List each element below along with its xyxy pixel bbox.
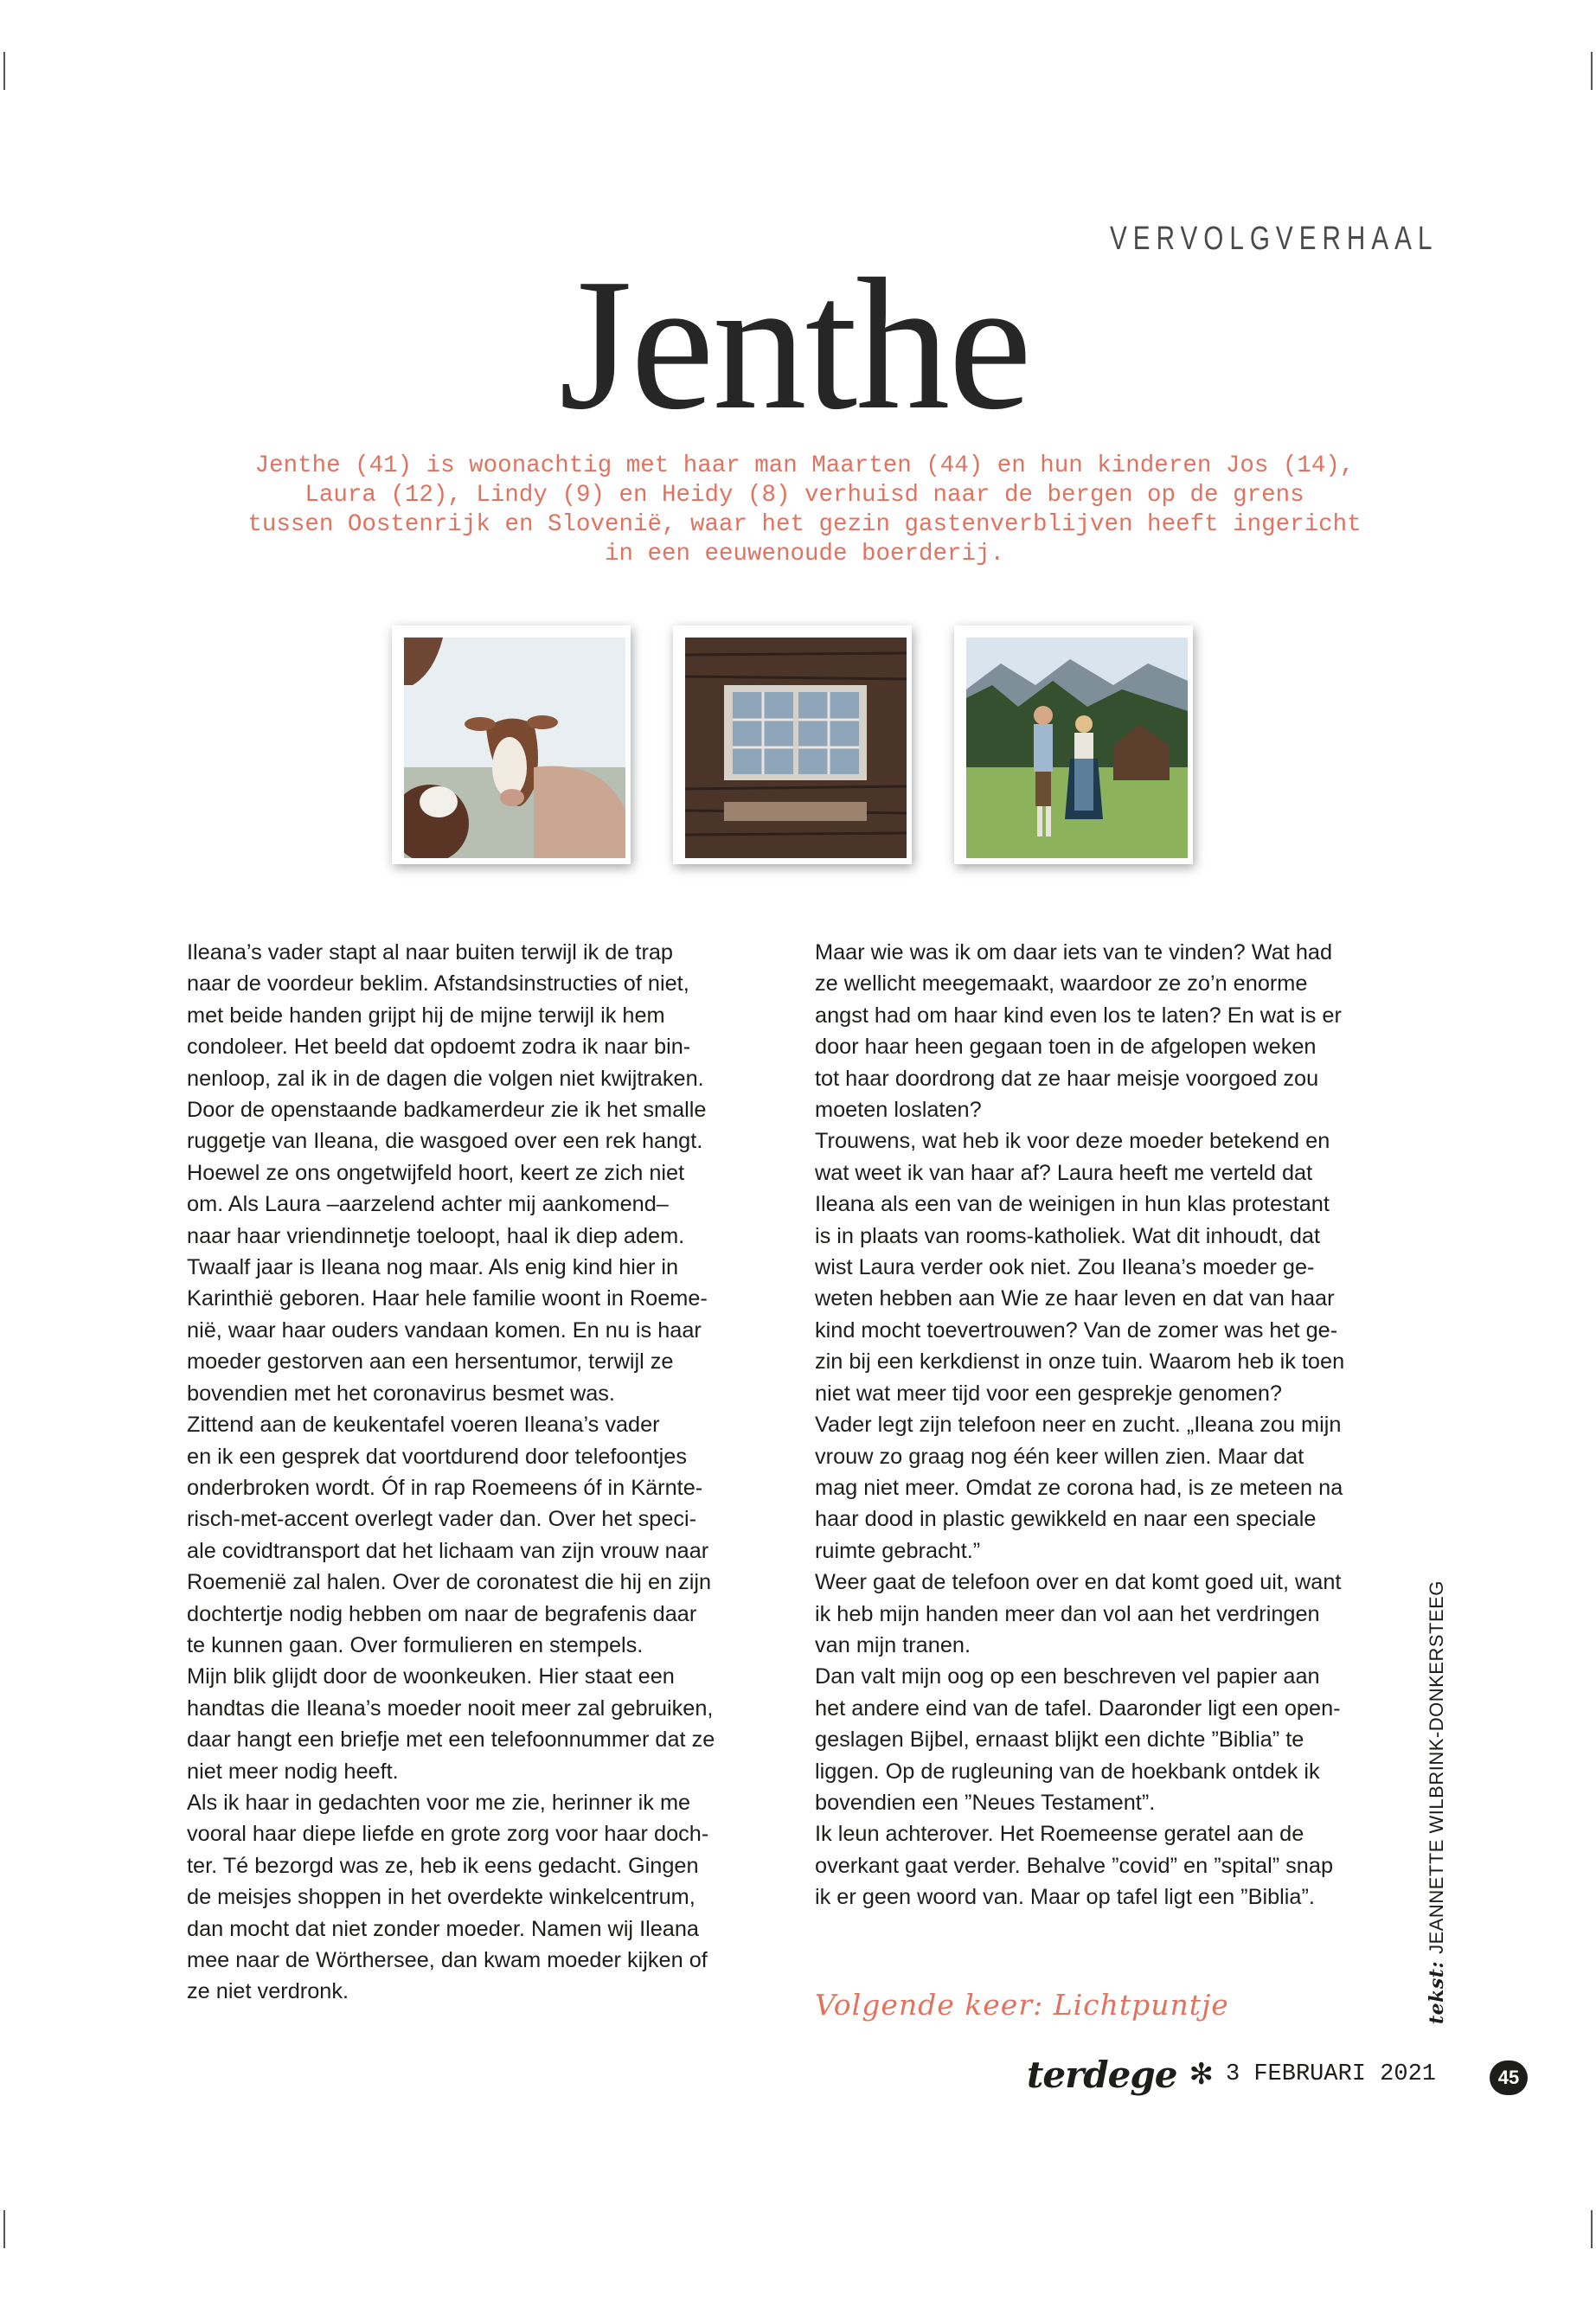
article-line: bovendien een ”Neues Testament”. <box>815 1790 1156 1815</box>
article-line: Mijn blik glijdt door de woonkeuken. Hier staat een <box>187 1664 675 1689</box>
title-text: Jenthe <box>559 240 1030 449</box>
article-line: bovendien met het coronavirus besmet was. <box>187 1381 615 1406</box>
article-line: Twaalf jaar is Ileana nog maar. Als enig kind hier in <box>187 1255 679 1280</box>
article-line: Ileana’s vader stapt al naar buiten terwijl ik de trap <box>187 940 674 965</box>
article-line: nië, waar haar ouders vandaan komen. En nu is haar <box>187 1317 702 1343</box>
article-line: wist Laura verder ook niet. Zou Ileana’s moeder ge- <box>815 1255 1315 1280</box>
article-line: Trouwens, wat heb ik voor deze moeder betekend en <box>815 1129 1330 1154</box>
crop-mark-top-right <box>1591 52 1593 90</box>
article-line: kind mocht toevertrouwen? Van de zomer was het ge- <box>815 1317 1338 1343</box>
page-title <box>0 240 1596 449</box>
article-line: ze wellicht meegemaakt, waardoor ze zo’n enorme <box>815 971 1308 997</box>
cow-photo-frame <box>392 625 631 864</box>
intro-text <box>242 452 1367 569</box>
article-column-right <box>815 937 1412 1913</box>
article-line: Als ik haar in gedachten voor me zie, herinner ik me <box>187 1790 691 1815</box>
article-line: onderbroken wordt. Óf in rap Roemeens óf in Kärnte- <box>187 1475 703 1500</box>
article-line: ruggetje van Ileana, die wasgoed over een rek hangt. <box>187 1129 703 1154</box>
article-line: Weer gaat de telefoon over en dat komt goed uit, want <box>815 1570 1342 1595</box>
intro-line: Laura (12), Lindy (9) en Heidy (8) verhuisd naar de bergen op de grens <box>304 482 1304 509</box>
article-line: vooral haar diepe liefde en grote zorg voor haar doch- <box>187 1822 709 1847</box>
article-line: ale covidtransport dat het lichaam van zijn vrouw naar <box>187 1538 709 1563</box>
article-line: van mijn tranen. <box>815 1632 971 1657</box>
article-line: ter. Té bezorgd was ze, heb ik eens gedacht. Gingen <box>187 1853 699 1878</box>
crop-mark-bottom-left <box>3 2210 5 2248</box>
cabin-window-photo <box>685 638 907 858</box>
article-line: mee naar de Wörthersee, dan kwam moeder kijken of <box>187 1948 708 1972</box>
page-number: 45 <box>1490 2061 1528 2095</box>
article-line: Hoewel ze ons ongetwijfeld hoort, keert ze zich niet <box>187 1160 685 1185</box>
article-line: ruimte gebracht.” <box>815 1538 981 1563</box>
crop-mark-bottom-right <box>1591 2210 1593 2248</box>
article-line: haar dood in plastic gewikkeld en naar een speciale <box>815 1507 1317 1532</box>
article-line: de meisjes shoppen in het overdekte winkelcentrum, <box>187 1885 695 1910</box>
article-line: en ik een gesprek dat voortdurend door telefoontjes <box>187 1444 687 1469</box>
article-line: Ileana als een van de weinigen in hun klas protestant <box>815 1192 1330 1217</box>
article-line: dan mocht dat niet zonder moeder. Namen wij Ileana <box>187 1916 700 1941</box>
article-line: Karinthië geboren. Haar hele familie woont in Roeme- <box>187 1286 708 1311</box>
intro-line: in een eeuwenoude boerderij. <box>604 541 1005 567</box>
cabin-window-photo-frame <box>673 625 912 864</box>
article-line: dochtertje nodig hebben om naar de begrafenis daar <box>187 1601 697 1626</box>
article-line: naar haar vriendinnetje toeloopt, haal ik diep adem. <box>187 1223 685 1248</box>
crop-mark-top-left <box>3 52 5 90</box>
article-line: naar de voordeur beklim. Afstandsinstructies of niet, <box>187 971 689 997</box>
article-line: moeder gestorven aan een hersentumor, terwijl ze <box>187 1349 674 1375</box>
page-footer <box>1027 2053 1436 2096</box>
article-line: angst had om haar kind even los te laten? En wat is er <box>815 1003 1342 1028</box>
article-line: Maar wie was ik om daar iets van te vinden? Wat had <box>815 940 1333 965</box>
article-line: Dan valt mijn oog op een beschreven vel papier aan <box>815 1664 1320 1689</box>
credit-label: tekst: <box>1426 1960 1448 2024</box>
article-line: mag niet meer. Omdat ze corona had, is ze meteen na <box>815 1475 1343 1500</box>
next-episode-note: Volgende keer: Lichtpuntje <box>815 1988 1229 2022</box>
article-line: wat weet ik van haar af? Laura heeft me verteld dat <box>815 1160 1313 1185</box>
section-label: VERVOLGVERHAAL <box>1109 221 1438 257</box>
article-line: ze niet verdronk. <box>187 1979 349 2004</box>
credit-author: JEANNETTE WILBRINK-DONKERSTEEG <box>1426 1580 1447 1954</box>
issue-date: 3 FEBRUARI 2021 <box>1225 2061 1436 2087</box>
article-line: met beide handen grijpt hij de mijne terwijl ik hem <box>187 1003 665 1028</box>
article-line: om. Als Laura –aarzelend achter mij aankomend– <box>187 1192 669 1217</box>
article-line: overkant gaat verder. Behalve ”covid” en ”spital” snap <box>815 1853 1334 1878</box>
article-line: risch-met-accent overlegt vader dan. Over het speci- <box>187 1507 697 1532</box>
article-line: ik er geen woord van. Maar op tafel ligt een ”Biblia”. <box>815 1885 1315 1910</box>
couple-mountains-photo <box>966 638 1188 858</box>
magazine-name: terdege <box>1027 2053 1177 2096</box>
article-line: daar hangt een briefje met een telefoonnummer dat ze <box>187 1727 715 1753</box>
article-column-left <box>187 937 740 2008</box>
article-line: zin bij een kerkdienst in onze tuin. Waarom heb ik toen <box>815 1349 1345 1375</box>
article-line: Ik leun achterover. Het Roemeense geratel aan de <box>815 1822 1304 1847</box>
star-icon: ✻ <box>1189 2058 1214 2091</box>
article-line: geslagen Bijbel, ernaast blijkt een dichte ”Biblia” te <box>815 1727 1304 1753</box>
article-line: condoleer. Het beeld dat opdoemt zodra ik naar bin- <box>187 1035 691 1060</box>
article-line: het andere eind van de tafel. Daaronder ligt een open- <box>815 1695 1341 1721</box>
article-line: door haar heen gegaan toen in de afgelopen weken <box>815 1035 1317 1060</box>
intro-line: Jenthe (41) is woonachtig met haar man Maarten (44) en hun kinderen Jos (14), <box>254 452 1355 479</box>
article-line: Vader legt zijn telefoon neer en zucht. „Ileana zou mijn <box>815 1413 1342 1438</box>
article-line: weten hebben aan Wie ze haar leven en dat van haar <box>815 1286 1335 1311</box>
article-line: handtas die Ileana’s moeder nooit meer zal gebruiken, <box>187 1695 714 1721</box>
article-line: liggen. Op de rugleuning van de hoekbank ontdek ik <box>815 1759 1320 1784</box>
author-credit <box>1426 1580 1448 2024</box>
article-line: is in plaats van rooms-katholiek. Wat dit inhoudt, dat <box>815 1223 1320 1248</box>
article-line: tot haar doordrong dat ze haar meisje voorgoed zou <box>815 1066 1319 1091</box>
article-line: nenloop, zal ik in de dagen die volgen niet kwijtraken. <box>187 1066 704 1091</box>
intro-line: tussen Oostenrijk en Slovenië, waar het gezin gastenverblijven heeft ingericht <box>247 511 1362 538</box>
article-line: Zittend aan de keukentafel voeren Ileana’s vader <box>187 1413 660 1438</box>
article-line: Roemenië zal halen. Over de coronatest die hij en zijn <box>187 1570 712 1595</box>
article-line: moeten loslaten? <box>815 1098 982 1123</box>
couple-mountains-photo-frame <box>954 625 1193 864</box>
article-line: niet meer nodig heeft. <box>187 1759 399 1784</box>
article-line: te kunnen gaan. Over formulieren en stempels. <box>187 1632 644 1657</box>
cow-photo <box>404 638 625 858</box>
article-line: niet wat meer tijd voor een gesprekje genomen? <box>815 1381 1282 1406</box>
article-line: ik heb mijn handen meer dan vol aan het verdringen <box>815 1601 1320 1626</box>
article-line: Door de openstaande badkamerdeur zie ik het smalle <box>187 1098 707 1123</box>
article-line: vrouw zo graag nog één keer willen zien. Maar dat <box>815 1444 1304 1469</box>
